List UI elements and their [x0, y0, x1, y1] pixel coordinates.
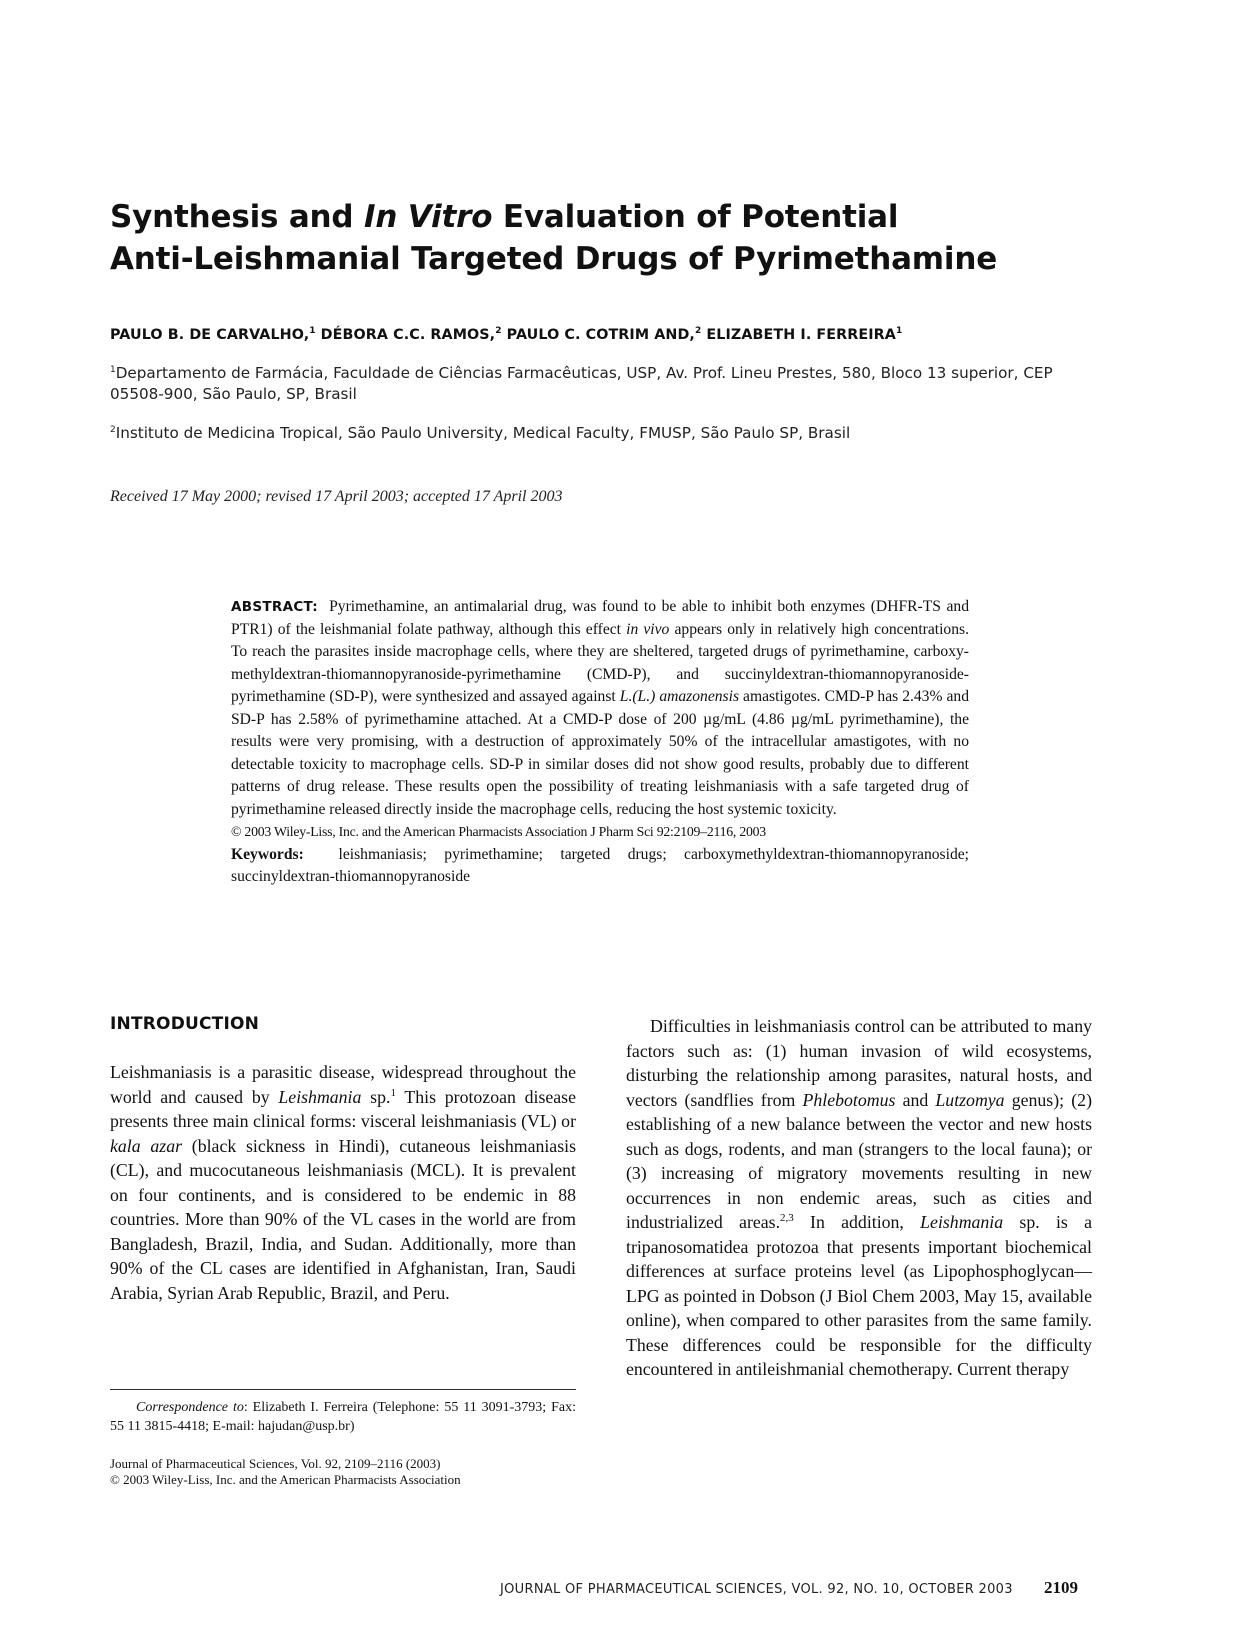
- keywords-label: Keywords:: [231, 845, 304, 863]
- body-column-left: Leishmaniasis is a parasitic disease, widespread throughout the world and caused by Leishmania sp.$^1$ This protozoan disease presents three main clinical forms: visceral leishmaniasis (VL) or kala azar (black sickness in Hindi), cutaneous leishmaniasis (CL), and mucocutaneous leishmaniasis (MCL). It is prevalent on four continents, and is considered to be endemic in 88 countries. More than 90% of the VL cases in the world are from Bangladesh, Brazil, India, and Sudan. Additionally, more than 90% of the CL cases are identified in Afghanistan, Iran, Saudi Arabia, Syrian Arab Republic, Brazil, and Peru.: [110, 1062, 576, 1303]
- abstract-copyright: © 2003 Wiley-Liss, Inc. and the American Pharmacists Association J Pharm Sci 92:2109–2116, 2003: [231, 824, 766, 839]
- paper-title: [110, 196, 1010, 280]
- running-footer: JOURNAL OF PHARMACEUTICAL SCIENCES, VOL. 92, NO. 10, OCTOBER 2003: [500, 1582, 1013, 1597]
- author: PAULO C. COTRIM AND,$^2$: [506, 326, 702, 343]
- title-line-1: Synthesis and In Vitro Evaluation of Potential: [110, 199, 899, 235]
- title-line-2: Anti-Leishmanial Targeted Drugs of Pyrimethamine: [110, 241, 998, 277]
- journal-citation-footnote: [110, 1456, 576, 1488]
- body-column-right: Difficulties in leishmaniasis control can be attributed to many factors such as: (1) human invasion of wild ecosystems, disturbing the relationship among parasites, natural hosts, and vectors (sandflies from Phlebotomus and Lutzomya genus); (2) establishing of a new balance between the vector and new hosts such as dogs, rodents, and man (strangers to the local fauna); or (3) increasing of migratory movements resulting in new occurrences in non endemic areas, such as cities and industrialized areas.$^{2,3}$ In addition, Leishmania sp. is a tripanosomatidea protozoa that presents important biochemical differences at surface proteins level (as Lipophosphoglycan—LPG as pointed in Dobson (J Biol Chem 2003, May 15, available online), when compared to other parasites from the same family. These differences could be responsible for the difficulty encountered in antileishmanial chemotherapy. Current therapy: [626, 1016, 1092, 1379]
- affiliation-2: $^2$Instituto de Medicina Tropical, São Paulo University, Medical Faculty, FMUSP, São Paulo SP, Brasil: [110, 424, 851, 443]
- received-dates: Received 17 May 2000; revised 17 April 2003; accepted 17 April 2003: [110, 488, 563, 505]
- abstract-text: Pyrimethamine, an antimalarial drug, was found to be able to inhibit both enzymes (DHFR-TS and PTR1) of the leishmanial folate pathway, although this effect in vivo appears only in relatively high concentrations. To reach the parasites inside macrophage cells, where they are sheltered, targeted drugs of pyrimethamine, carboxy-methyldextran-thiomannopyranoside-pyrimethamine (CMD-P), and succinyldextran-thiomannopyranoside-pyrimethamine (SD-P), were synthesized and assayed against L.(L.) amazonensis amastigotes. CMD-P has 2.43% and SD-P has 2.58% of pyrimethamine attached. At a CMD-P dose of 200 µg/mL (4.86 µg/mL pyrimethamine), the results were very promising, with a destruction of approximately 50% of the intracellular amastigotes, with no detectable toxicity to macrophage cells. SD-P in similar doses did not show good results, probably due to different patterns of drug release. These results open the possibility of treating leishmaniasis with a safe targeted drug of pyrimethamine released directly inside the macrophage cells, reducing the host systemic toxicity.: [231, 598, 969, 818]
- footnote-divider: [110, 1389, 576, 1390]
- keywords: Keywords: leishmaniasis; pyrimethamine; targeted drugs; carboxymethyldextran-thiomannopyranoside; succinyldextran-thiomannopyranoside: [231, 845, 969, 885]
- copyright-line: © 2003 Wiley-Liss, Inc. and the American Pharmacists Association: [110, 1472, 461, 1487]
- page-number: 2109: [1044, 1578, 1078, 1597]
- section-heading-introduction: INTRODUCTION: [110, 1014, 260, 1034]
- affiliation-1: $^1$Departamento de Farmácia, Faculdade de Ciências Farmacêuticas, USP, Av. Prof. Lineu Prestes, 580, Bloco 13 superior, CEP 05508-900, São Paulo, SP, Brasil: [110, 364, 1053, 404]
- journal-line: Journal of Pharmaceutical Sciences, Vol. 92, 2109–2116 (2003): [110, 1456, 441, 1471]
- abstract-label: ABSTRACT:: [231, 599, 318, 615]
- author: PAULO B. DE CARVALHO,$^1$: [110, 326, 316, 343]
- author: ELIZABETH I. FERREIRA$^1$: [706, 326, 903, 343]
- abstract-block: [231, 596, 969, 889]
- author-list: [110, 326, 1130, 343]
- correspondence-footnote: Correspondence to: Elizabeth I. Ferreira (Telephone: 55 11 3091-3793; Fax: 55 11 3815-4418; E-mail: hajudan@usp.br): [110, 1400, 577, 1434]
- author: DÉBORA C.C. RAMOS,$^2$: [320, 326, 502, 343]
